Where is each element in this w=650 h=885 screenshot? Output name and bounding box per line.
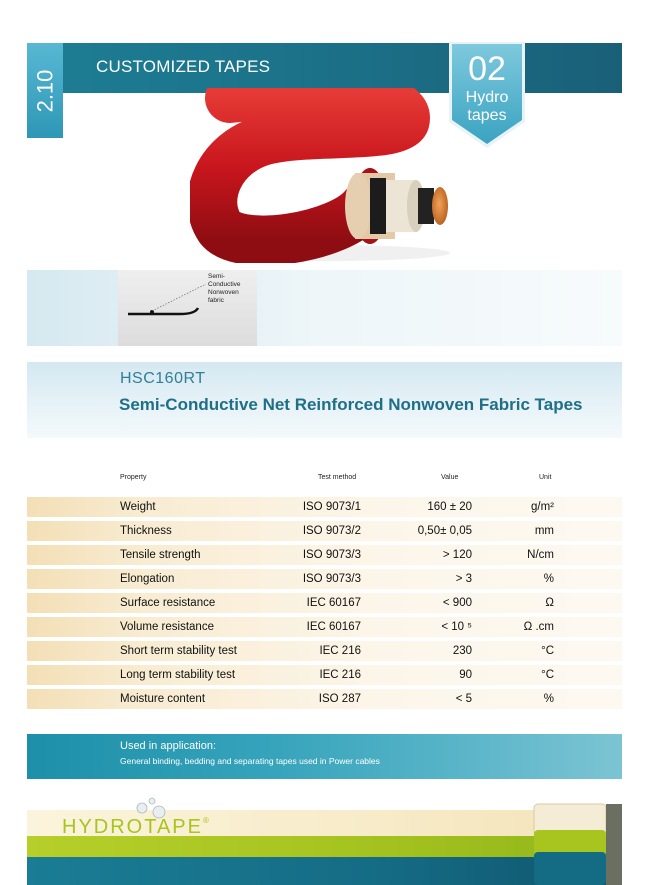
cell-value: < 10 ⁵ bbox=[441, 621, 472, 633]
diagram-strip bbox=[27, 270, 622, 346]
cell-property: Short term stability test bbox=[120, 645, 237, 657]
cell-unit: °C bbox=[541, 669, 554, 681]
cell-property: Weight bbox=[120, 501, 156, 513]
cell-unit: % bbox=[543, 573, 554, 585]
cell-property: Long term stability test bbox=[120, 669, 236, 681]
table-row bbox=[27, 689, 622, 709]
diagram-label: Semi-Conductive Nonwoven fabric bbox=[208, 273, 241, 304]
cell-value: < 5 bbox=[455, 693, 472, 705]
table-row bbox=[27, 641, 622, 661]
cell-method: IEC 216 bbox=[319, 669, 361, 681]
cell-method: ISO 287 bbox=[318, 693, 361, 705]
cell-method: ISO 9073/3 bbox=[302, 573, 361, 585]
cell-value: > 120 bbox=[442, 549, 472, 561]
cell-value: < 900 bbox=[442, 597, 472, 609]
cell-value: 230 bbox=[452, 645, 472, 657]
cell-unit: N/cm bbox=[527, 549, 554, 561]
badge-label: Hydro bbox=[465, 89, 509, 106]
badge-label: tapes bbox=[467, 107, 507, 124]
cell-method: IEC 60167 bbox=[306, 621, 361, 633]
cable-illustration bbox=[190, 88, 480, 263]
cell-property: Elongation bbox=[120, 573, 175, 585]
column-header-unit: Unit bbox=[539, 474, 552, 481]
cell-method: ISO 9073/3 bbox=[302, 549, 361, 561]
cell-property: Tensile strength bbox=[120, 549, 201, 561]
cell-value: 0,50± 0,05 bbox=[417, 525, 472, 537]
product-name: Semi-Conductive Net Reinforced Nonwoven Fabric Tapes bbox=[119, 395, 583, 414]
cell-method: IEC 60167 bbox=[306, 597, 361, 609]
table-row bbox=[27, 665, 622, 685]
table-row bbox=[27, 497, 622, 517]
table-row bbox=[27, 617, 622, 637]
column-header-value: Value bbox=[441, 474, 459, 481]
cell-value: 160 ± 20 bbox=[427, 501, 472, 513]
product-code: HSC160RT bbox=[120, 370, 206, 387]
cell-unit: mm bbox=[534, 525, 554, 537]
cell-value: 90 bbox=[459, 669, 472, 681]
cell-method: IEC 216 bbox=[319, 645, 361, 657]
cell-unit: Ω bbox=[545, 597, 554, 609]
cell-property: Moisture content bbox=[120, 693, 206, 705]
cell-unit: Ω .cm bbox=[523, 621, 554, 633]
application-text: General binding, bedding and separating tapes used in Power cables bbox=[120, 756, 380, 766]
table-row bbox=[27, 569, 622, 589]
cell-unit: g/m² bbox=[531, 501, 554, 513]
tape-roll-icon bbox=[532, 800, 622, 885]
table-row bbox=[27, 593, 622, 613]
cell-property: Volume resistance bbox=[120, 621, 214, 633]
badge-number: 02 bbox=[468, 50, 506, 88]
cell-property: Thickness bbox=[120, 525, 172, 537]
cell-unit: % bbox=[543, 693, 554, 705]
cell-property: Surface resistance bbox=[120, 597, 216, 609]
table-row bbox=[27, 521, 622, 541]
table-row bbox=[27, 545, 622, 565]
section-number: 2.10 bbox=[32, 69, 58, 112]
application-title: Used in application: bbox=[120, 740, 217, 752]
hydrotape-logo: HYDROTAPE® bbox=[62, 816, 209, 838]
cell-unit: °C bbox=[541, 645, 554, 657]
cell-method: ISO 9073/1 bbox=[302, 501, 361, 513]
cell-value: > 3 bbox=[455, 573, 472, 585]
cell-method: ISO 9073/2 bbox=[302, 525, 361, 537]
page-title: CUSTOMIZED TAPES bbox=[96, 57, 271, 76]
column-header-property: Property bbox=[120, 474, 147, 481]
column-header-method: Test method bbox=[318, 474, 357, 481]
